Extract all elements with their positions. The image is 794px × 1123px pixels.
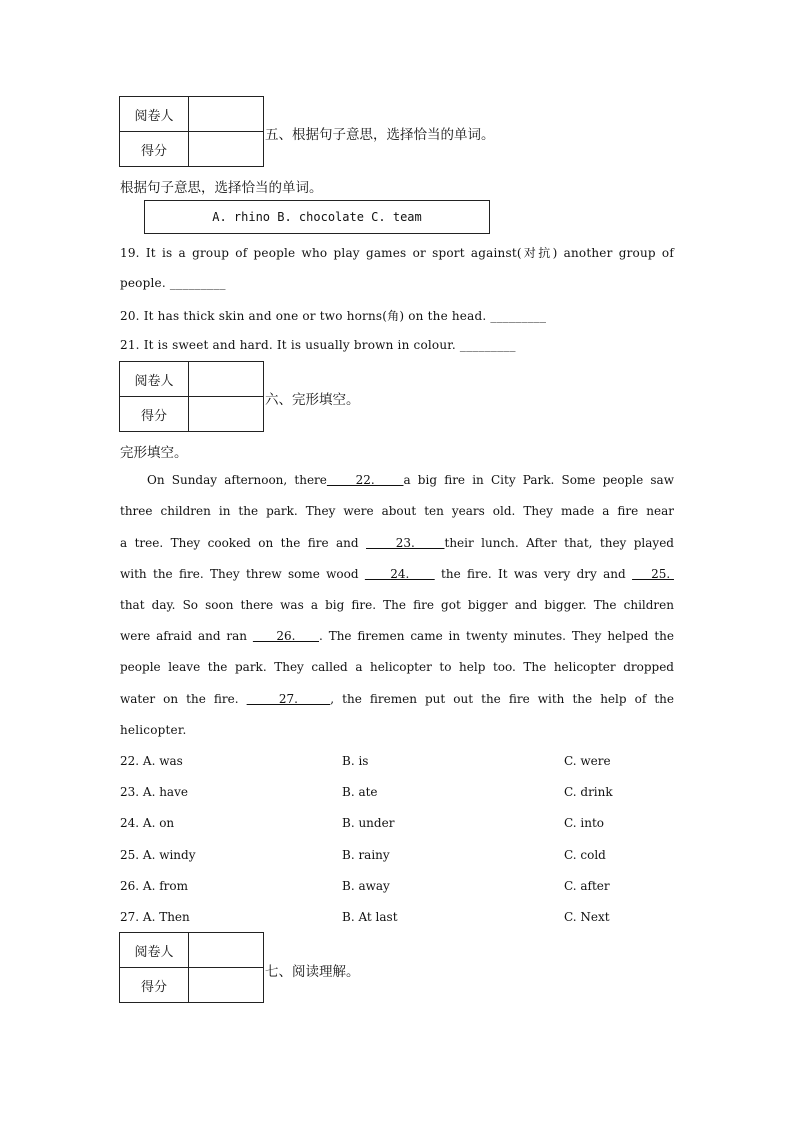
option-25-c[interactable]: C. cold	[564, 848, 606, 862]
blank-25[interactable]: 25.	[632, 567, 674, 581]
passage-line-7: people leave the park. They called a helicopter to help too. The helicopter dropped	[120, 660, 674, 674]
option-24-a[interactable]: 24. A. on	[120, 816, 175, 830]
score-cell[interactable]	[189, 397, 264, 432]
option-22-a[interactable]: 22. A. was	[120, 754, 183, 768]
blank-27[interactable]: 27.	[246, 692, 331, 706]
blank-26[interactable]: 26.	[252, 629, 319, 643]
option-27-a[interactable]: 27. A. Then	[120, 910, 190, 924]
question-19-line2: people. _________	[120, 276, 226, 290]
option-23-b[interactable]: B. ate	[342, 785, 378, 799]
score-label: 得分	[120, 132, 189, 167]
blank-24[interactable]: 24.	[364, 567, 435, 581]
question-19-line1: 19. It is a group of people who play games or sport against(对抗) another group of	[120, 246, 674, 260]
option-24-b[interactable]: B. under	[342, 816, 395, 830]
grader-cell[interactable]	[189, 933, 264, 968]
option-23-a[interactable]: 23. A. have	[120, 785, 188, 799]
option-22-c[interactable]: C. were	[564, 754, 611, 768]
passage-line-6: were afraid and ran 26. . The firemen came in twenty minutes. They helped the	[120, 629, 674, 643]
option-25-a[interactable]: 25. A. windy	[120, 848, 196, 862]
option-23-c[interactable]: C. drink	[564, 785, 613, 799]
grader-label: 阅卷人	[120, 362, 189, 397]
passage-line-8: water on the fire. 27. , the firemen put out the fire with the help of the	[120, 692, 674, 706]
option-26-c[interactable]: C. after	[564, 879, 610, 893]
score-label: 得分	[120, 968, 189, 1003]
score-label: 得分	[120, 397, 189, 432]
passage-line-3: a tree. They cooked on the fire and 23. their lunch. After that, they played	[120, 536, 674, 550]
option-24-c[interactable]: C. into	[564, 816, 604, 830]
grader-cell[interactable]	[189, 97, 264, 132]
option-22-b[interactable]: B. is	[342, 754, 369, 768]
grader-label: 阅卷人	[120, 97, 189, 132]
score-table-5	[119, 96, 264, 167]
grader-cell[interactable]	[189, 362, 264, 397]
score-cell[interactable]	[189, 968, 264, 1003]
blank-23[interactable]: 23.	[366, 536, 445, 550]
score-table-7	[119, 932, 264, 1003]
option-25-b[interactable]: B. rainy	[342, 848, 390, 862]
question-21: 21. It is sweet and hard. It is usually brown in colour. _________	[120, 338, 516, 352]
passage-line-2: three children in the park. They were about ten years old. They made a fire near	[120, 504, 674, 518]
section6-instruction: 完形填空。	[120, 445, 188, 461]
word-bank-box	[144, 200, 490, 234]
passage-line-1: On Sunday afternoon, there 22. a big fire in City Park. Some people saw	[147, 473, 674, 487]
passage-line-4: with the fire. They threw some wood 24. the fire. It was very dry and 25.	[120, 567, 674, 581]
option-26-b[interactable]: B. away	[342, 879, 390, 893]
option-27-b[interactable]: B. At last	[342, 910, 398, 924]
section5-instruction: 根据句子意思，选择恰当的单词。	[120, 180, 323, 196]
grader-label: 阅卷人	[120, 933, 189, 968]
blank-22[interactable]: 22.	[326, 473, 404, 487]
option-26-a[interactable]: 26. A. from	[120, 879, 188, 893]
section7-heading: 七、阅读理解。	[265, 964, 360, 980]
score-table-6	[119, 361, 264, 432]
question-20: 20. It has thick skin and one or two horns(角) on the head. _________	[120, 309, 547, 323]
passage-line-5: that day. So soon there was a big fire. The fire got bigger and bigger. The children	[120, 598, 674, 612]
section5-heading: 五、根据句子意思，选择恰当的单词。	[265, 127, 495, 143]
passage-line-9: helicopter.	[120, 723, 187, 737]
word-bank-text: A. rhino B. chocolate C. team	[212, 210, 422, 224]
score-cell[interactable]	[189, 132, 264, 167]
section6-heading: 六、完形填空。	[265, 392, 360, 408]
option-27-c[interactable]: C. Next	[564, 910, 610, 924]
